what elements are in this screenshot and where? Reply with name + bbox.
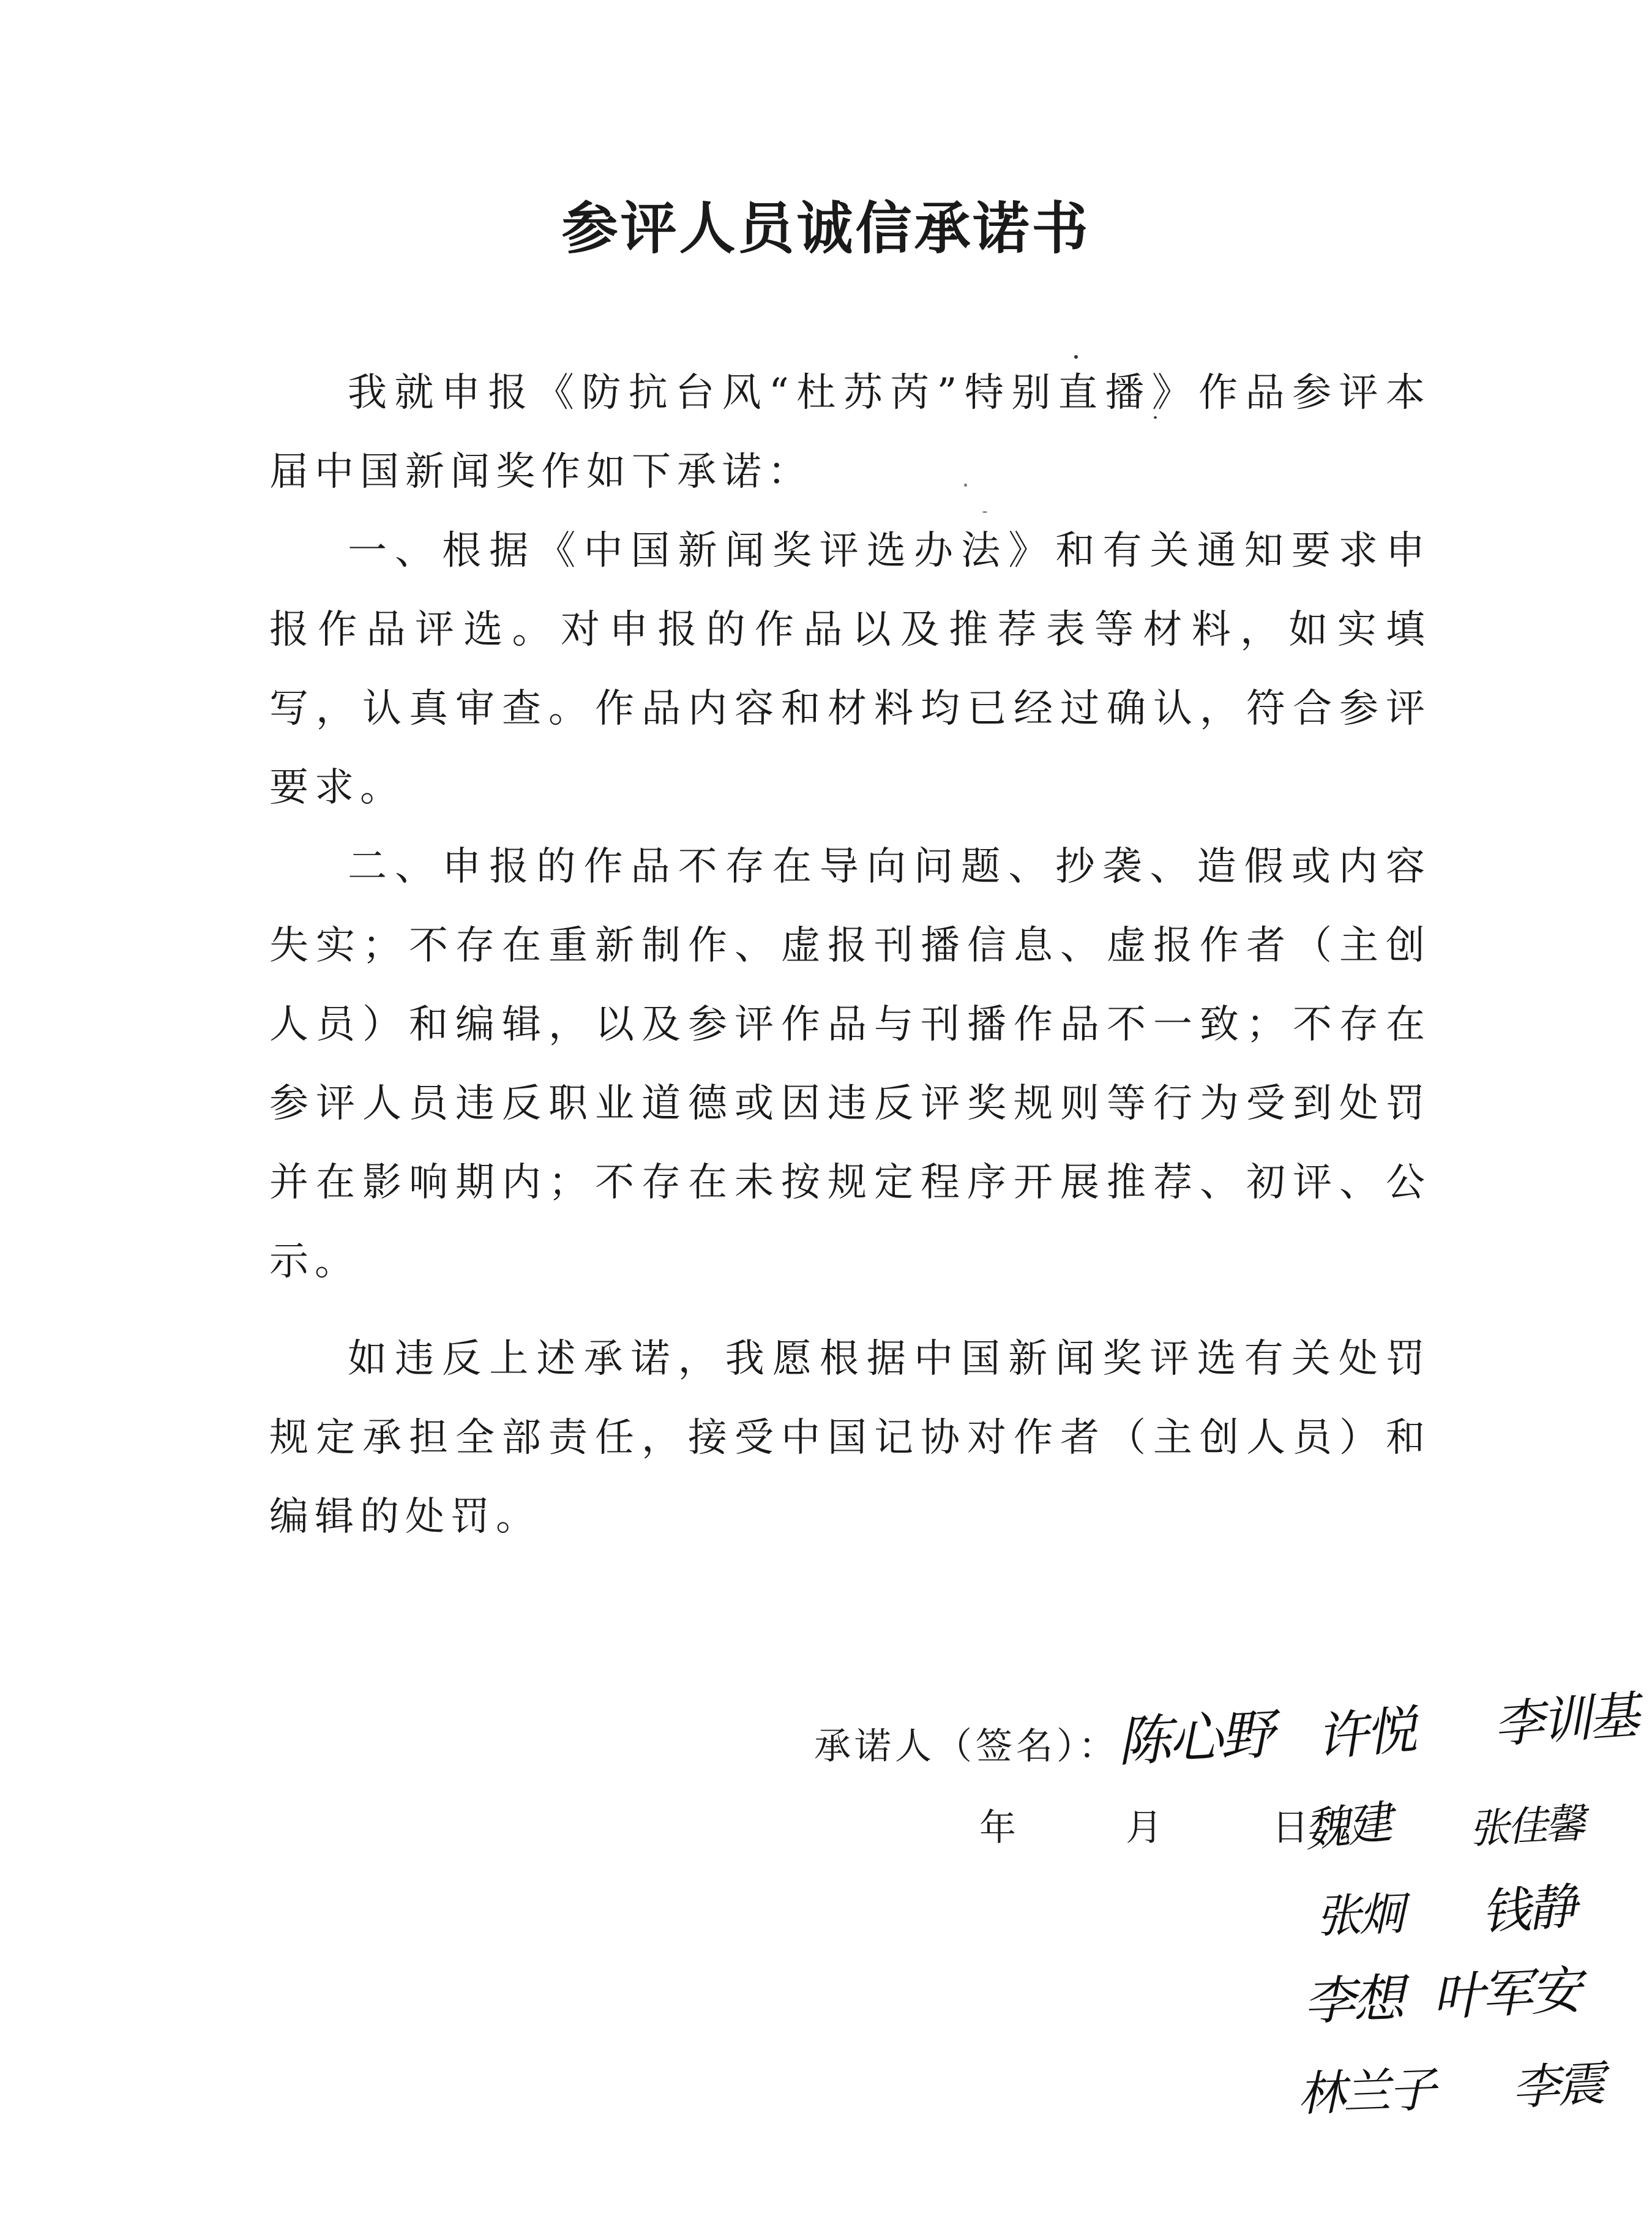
- paragraph-item-1: 一、根据《中国新闻奖评选办法》和有关通知要求申报作品评选。对申报的作品以及推荐表等材料，如实填写，认真审查。作品内容和材料均已经过确认，符合参评要求。: [269, 528, 1431, 810]
- signature: 李想: [1303, 1968, 1403, 2032]
- date-year-label: 年: [979, 1806, 1016, 1849]
- signature: 林兰子: [1296, 2062, 1435, 2122]
- signature: 李震: [1511, 2056, 1604, 2116]
- date-day-label: 日: [1272, 1806, 1309, 1849]
- date-line: [979, 1799, 1309, 1851]
- signature: 叶军安: [1430, 1960, 1581, 2028]
- signature: 张佳馨: [1468, 1800, 1585, 1853]
- scan-speck: [964, 484, 967, 487]
- signature: 李训基: [1492, 1686, 1639, 1755]
- scan-speck: [1074, 355, 1078, 359]
- signature: 许悦: [1314, 1699, 1417, 1768]
- document-title: 参评人员诚信承诺书: [561, 196, 1091, 261]
- signature: 陈心野: [1115, 1702, 1273, 1774]
- scan-speck: [1154, 416, 1157, 419]
- date-month-label: 月: [1126, 1806, 1163, 1849]
- signature-label: 承诺人（签名）：: [814, 1725, 1119, 1768]
- signature: 张炯: [1315, 1887, 1403, 1944]
- paragraph-closing: 如违反上述承诺，我愿根据中国新闻奖评选有关处罚规定承担全部责任，接受中国记协对作者（主创人员）和编辑的处罚。: [269, 1336, 1431, 1540]
- paragraph-item-2: 二、申报的作品不存在导向问题、抄袭、造假或内容失实；不存在重新制作、虚报刊播信息、虚报作者（主创人员）和编辑，以及参评作品与刊播作品不一致；不存在参评人员违反职业道德或因违反评奖规则等行为受到处罚并在影响期内；不存在未按规定程序开展推荐、初评、公示。: [269, 844, 1431, 1284]
- signature: 钱静: [1479, 1877, 1577, 1942]
- signature: 魏建: [1301, 1795, 1392, 1858]
- document-body: [269, 354, 1431, 1557]
- scan-speck: [982, 511, 987, 513]
- paragraph-intro: 我就申报《防抗台风“杜苏芮”特别直播》作品参评本届中国新闻奖作如下承诺：: [269, 370, 1431, 495]
